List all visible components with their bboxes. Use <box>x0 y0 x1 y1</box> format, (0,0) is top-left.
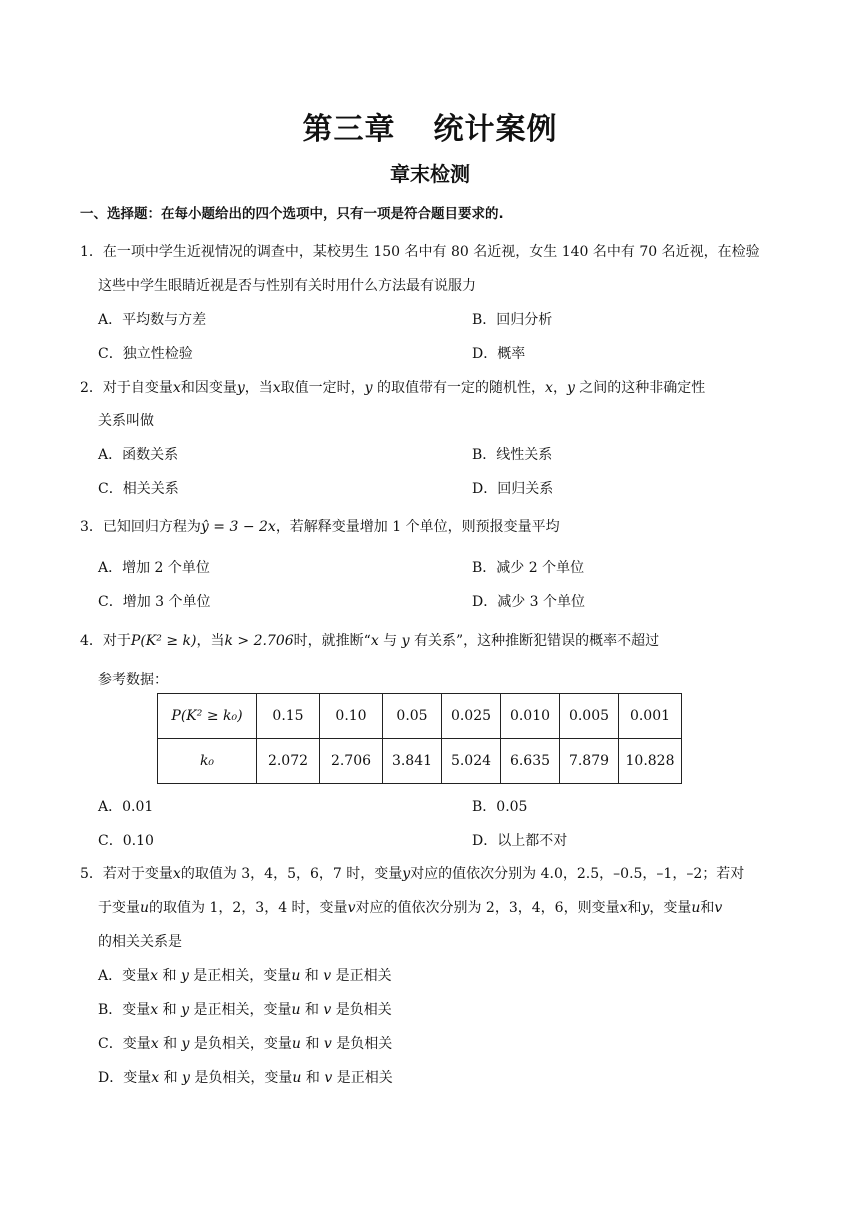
q3-stem: 3．已知回归方程为ŷ = 3 − 2x，若解释变量增加 1 个单位，则预报变量平均 <box>80 519 560 535</box>
q3-option-d: D．减少 3 个单位 <box>472 594 586 610</box>
table-cell: 2.072 <box>257 739 320 784</box>
q5-stem-line1: 5．若对于变量x的取值为 3，4，5，6，7 时，变量y对应的值依次分别为 4.0，2.5，–0.5，–1，–2；若对 <box>80 866 745 882</box>
chapter-title <box>0 104 860 148</box>
table-cell: 3.841 <box>383 739 442 784</box>
reference-table <box>157 693 682 784</box>
q4-option-c: C．0.10 <box>98 833 154 849</box>
q5-stem-line3: 的相关关系是 <box>98 934 182 950</box>
q5-stem-line2: 于变量u的取值为 1，2，3，4 时，变量v对应的值依次分别为 2，3，4，6，则变量x和y，变量u和v <box>98 900 723 916</box>
table-cell: 2.706 <box>320 739 383 784</box>
table-cell: 0.10 <box>320 694 383 739</box>
regression-equation: ŷ = 3 − 2x <box>200 519 276 535</box>
table-cell: 0.005 <box>560 694 619 739</box>
q2-stem-line2: 关系叫做 <box>98 413 154 429</box>
q1-option-c: C．独立性检验 <box>98 346 193 362</box>
table-cell: 5.024 <box>442 739 501 784</box>
table-header-probability: P(K² ≥ k₀) <box>158 694 257 739</box>
q2-option-d: D．回归关系 <box>472 481 554 497</box>
table-row-critical-value <box>158 739 682 784</box>
q1-option-b: B．回归分析 <box>472 312 553 328</box>
table-cell: 0.025 <box>442 694 501 739</box>
chapter-name: 统计案例 <box>433 112 558 147</box>
table-header-critical-value: k₀ <box>158 739 257 784</box>
table-cell: 0.15 <box>257 694 320 739</box>
table-cell: 10.828 <box>619 739 682 784</box>
q5-option-d: D．变量x 和 y 是负相关，变量u 和 v 是正相关 <box>98 1070 393 1086</box>
table-cell: 6.635 <box>501 739 560 784</box>
probability-expression: P(K² ≥ k) <box>130 633 197 649</box>
q2-option-c: C．相关关系 <box>98 481 179 497</box>
table-cell: 7.879 <box>560 739 619 784</box>
q5-option-b: B．变量x 和 y 是正相关，变量u 和 v 是负相关 <box>98 1002 392 1018</box>
chapter-number: 第三章 <box>302 112 396 147</box>
q5-option-c: C．变量x 和 y 是负相关，变量u 和 v 是负相关 <box>98 1036 393 1052</box>
table-cell: 0.001 <box>619 694 682 739</box>
q4-option-d: D．以上都不对 <box>472 833 568 849</box>
q4-option-b: B．0.05 <box>472 799 528 815</box>
section-heading: 一、选择题：在每小题给出的四个选项中，只有一项是符合题目要求的. <box>80 206 504 222</box>
q5-option-a: A．变量x 和 y 是正相关，变量u 和 v 是正相关 <box>98 968 392 984</box>
table-cell: 0.010 <box>501 694 560 739</box>
q2-option-b: B．线性关系 <box>472 447 553 463</box>
q3-option-a: A．增加 2 个单位 <box>98 560 210 576</box>
page-subtitle: 章末检测 <box>390 162 470 186</box>
table-row-probability <box>158 694 682 739</box>
q1-option-d: D．概率 <box>472 346 526 362</box>
q4-stem: 4．对于P(K² ≥ k)，当k > 2.706时，就推断“x 与 y 有关系”，这种推断犯错误的概率不超过 <box>80 633 660 649</box>
table-cell: 0.05 <box>383 694 442 739</box>
q2-stem-line1: 2．对于自变量x和因变量y，当x取值一定时，y 的取值带有一定的随机性，x，y 之间的这种非确定性 <box>80 380 706 396</box>
q4-option-a: A．0.01 <box>98 799 154 815</box>
q1-stem-line1: 1．在一项中学生近视情况的调查中，某校男生 150 名中有 80 名近视，女生 140 名中有 70 名近视，在检验 <box>80 244 760 260</box>
q1-stem-line2: 这些中学生眼睛近视是否与性别有关时用什么方法最有说服力 <box>98 278 476 294</box>
reference-label: 参考数据： <box>98 672 168 688</box>
q1-option-a: A．平均数与方差 <box>98 312 207 328</box>
q3-option-c: C．增加 3 个单位 <box>98 594 211 610</box>
q2-option-a: A．函数关系 <box>98 447 179 463</box>
q3-option-b: B．减少 2 个单位 <box>472 560 585 576</box>
threshold-condition: k > 2.706 <box>224 633 294 649</box>
